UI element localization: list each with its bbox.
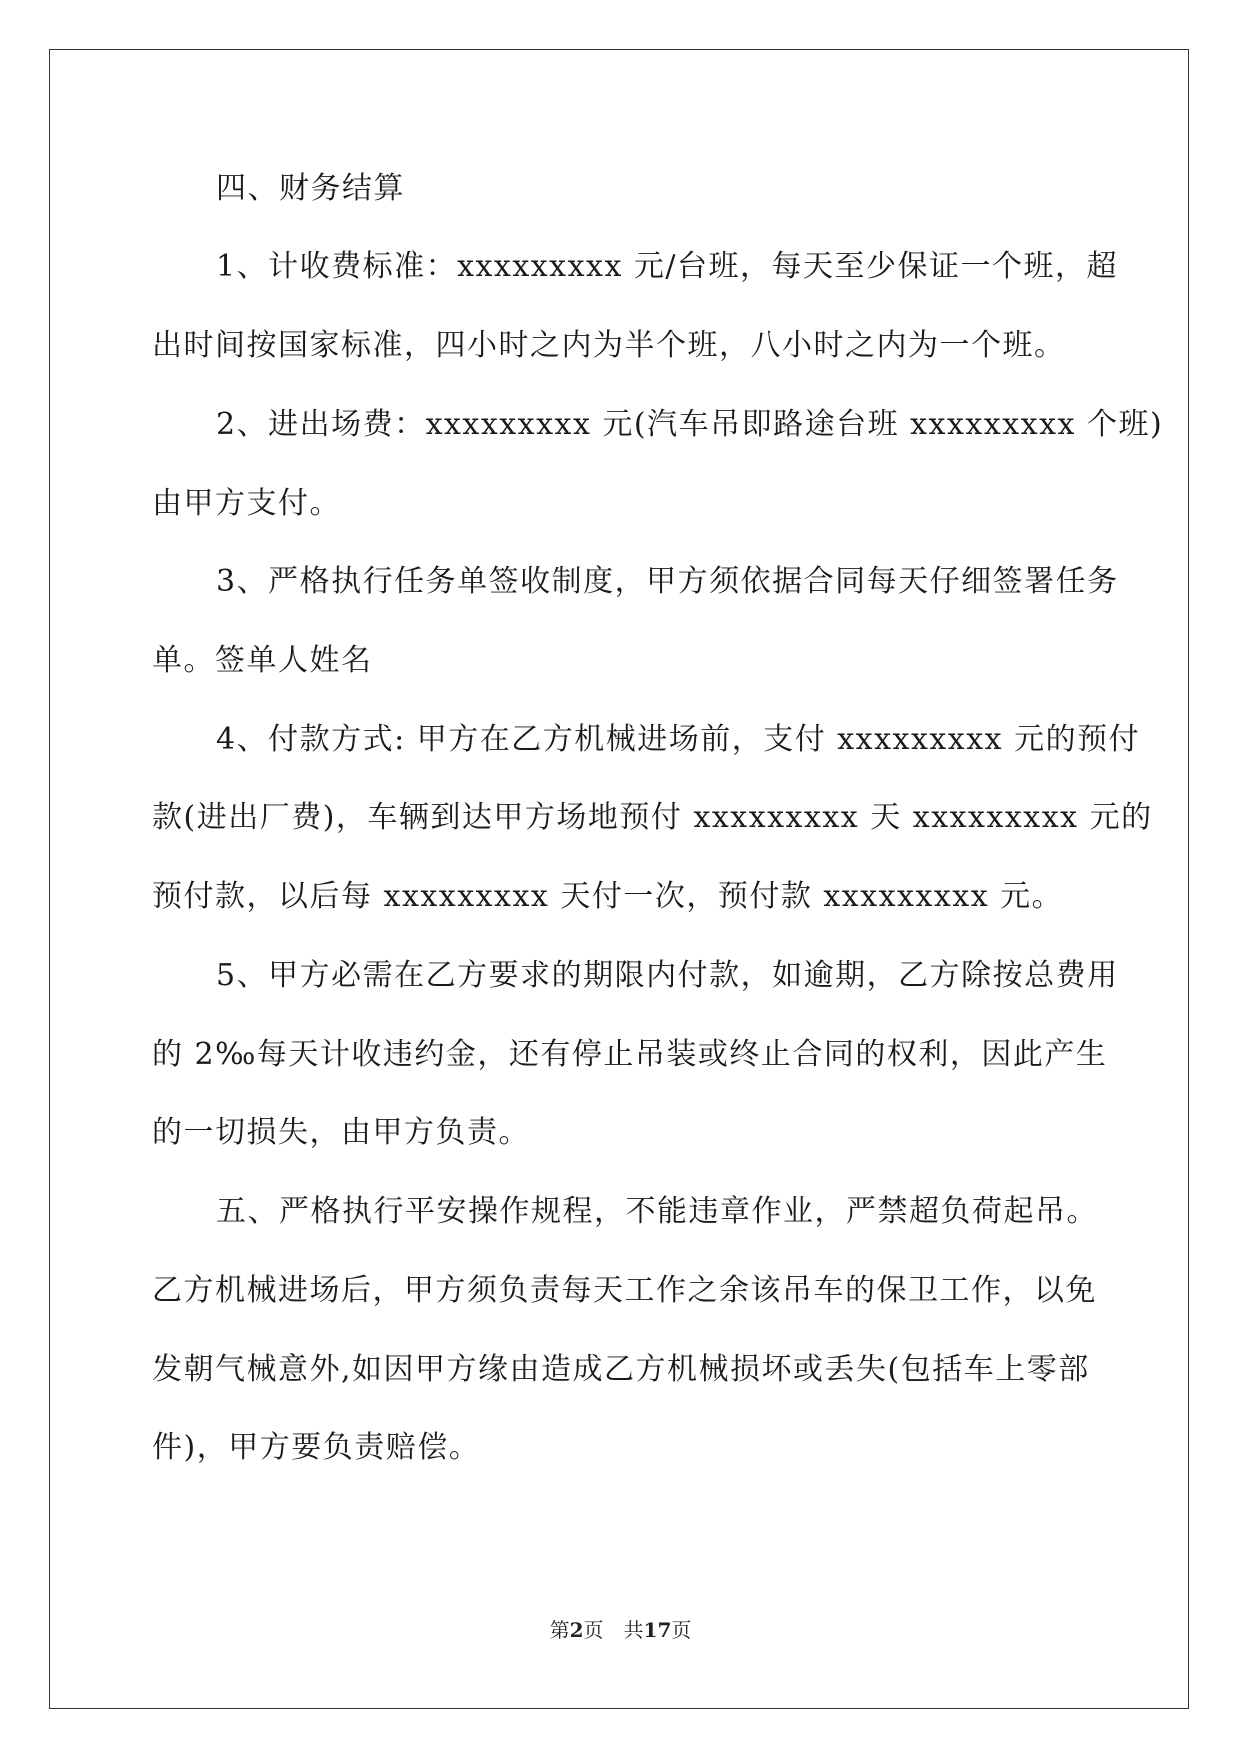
page-prefix: 第 — [549, 1618, 570, 1642]
paragraph-line: 件)，甲方要负责赔偿。 — [152, 1430, 481, 1465]
paragraph-line: 5、甲方必需在乙方要求的期限内付款，如逾期，乙方除按总费用 — [216, 958, 1119, 993]
paragraph-line: 预付款，以后每 xxxxxxxxx 天付一次，预付款 xxxxxxxxx 元。 — [152, 879, 1064, 914]
paragraph-line: 乙方机械进场后，甲方须负责每天工作之余该吊车的保卫工作，以免 — [152, 1273, 1097, 1308]
paragraph-line: 3、严格执行任务单签收制度，甲方须依据合同每天仔细签署任务 — [216, 564, 1119, 599]
paragraph-line: 4、付款方式: 甲方在乙方机械进场前，支付 xxxxxxxxx 元的预付 — [216, 722, 1141, 757]
paragraph-line: 发朝气械意外,如因甲方缘由造成乙方机械损坏或丢失(包括车上零部 — [152, 1352, 1090, 1387]
paragraph-line: 由甲方支付。 — [152, 486, 341, 521]
page-total-number: 17 — [643, 1618, 672, 1642]
page-current-number: 2 — [569, 1618, 584, 1642]
paragraph-line: 款(进出厂费)，车辆到达甲方场地预付 xxxxxxxxx 天 xxxxxxxxx 元的 — [152, 800, 1153, 835]
section-heading-safety: 五、严格执行平安操作规程，不能违章作业，严禁超负荷起吊。 — [216, 1194, 1098, 1229]
total-prefix: 共 — [623, 1618, 644, 1642]
total-suffix: 页 — [671, 1618, 692, 1642]
paragraph-line: 2、进出场费：xxxxxxxxx 元(汽车吊即路途台班 xxxxxxxxx 个班) — [216, 407, 1164, 442]
page-footer — [0, 1616, 1241, 1644]
paragraph-line: 单。签单人姓名 — [152, 643, 373, 678]
paragraph-line: 1、计收费标准：xxxxxxxxx 元/台班，每天至少保证一个班，超 — [216, 249, 1119, 284]
paragraph-line: 的 2‰每天计收违约金，还有停止吊装或终止合同的权利，因此产生 — [152, 1037, 1108, 1072]
section-heading-finance: 四、财务结算 — [216, 171, 405, 206]
page-suffix: 页 — [583, 1618, 604, 1642]
paragraph-line: 的一切损失，由甲方负责。 — [152, 1115, 530, 1150]
paragraph-line: 出时间按国家标准，四小时之内为半个班，八小时之内为一个班。 — [152, 328, 1066, 363]
